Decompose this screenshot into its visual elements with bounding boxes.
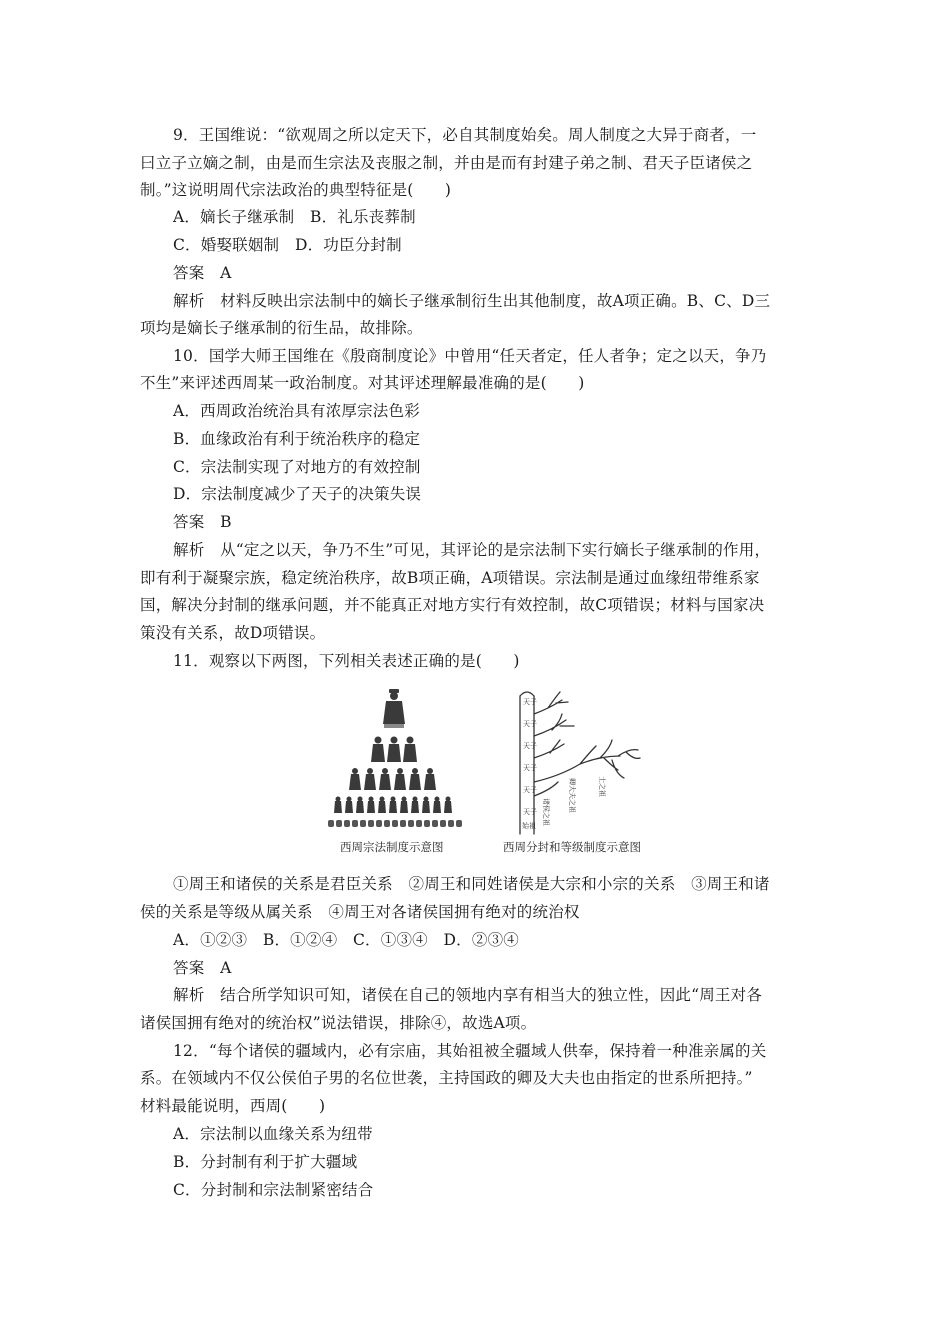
q10-analysis-line-1: 解析 从“定之以天，争乃不生”可见，其评论的是宗法制下实行嫡长子继承制的作用，: [173, 541, 771, 559]
fenfeng-tree-diagram: [500, 686, 670, 836]
q9-analysis-line-1: 解析 材料反映出宗法制中的嫡长子继承制衍生出其他制度，故A项正确。B、C、D三: [173, 292, 771, 310]
tree-label-qingdafu: 卿大夫之祖: [568, 778, 576, 813]
q9-stem-line-2: 曰立子立嫡之制，由是而生宗法及丧服之制，并由是而有封建子弟之制、君天子臣诸侯之: [140, 154, 753, 172]
q9-options-ab: A．嫡长子继承制 B．礼乐丧葬制: [173, 208, 416, 226]
q10-option-a: A．西周政治统治具有浓厚宗法色彩: [173, 402, 420, 420]
q10-stem-line-1: 10．国学大师王国维在《殷商制度论》中曾用“任天者定，任人者争；定之以天，争乃: [173, 347, 767, 365]
pyramid-level-zhuhou: [371, 737, 417, 763]
tree-label-tianzi-6: 天子: [523, 808, 537, 816]
q11-analysis-line-2: 诸侯国拥有绝对的统治权”说法错误，排除④，故选A项。: [140, 1014, 537, 1032]
q9-analysis-line-2: 项均是嫡长子继承制的衍生品，故排除。: [140, 319, 423, 337]
q9-answer: 答案 A: [173, 264, 232, 282]
q11-statements-line-1: ①周王和诸侯的关系是君臣关系 ②周王和同姓诸侯是大宗和小宗的关系 ③周王和诸: [173, 875, 770, 893]
q12-option-c: C．分封制和宗法制紧密结合: [173, 1181, 374, 1199]
pyramid-level-commoners: [328, 820, 462, 827]
q11-answer: 答案 A: [173, 959, 232, 977]
q12-stem-line-2: 系。在领域内不仅公侯伯子男的名位世袭，主持国政的卿及大夫也由指定的世系所把持。”: [140, 1069, 753, 1087]
q11-stem: 11．观察以下两图，下列相关表述正确的是( ): [173, 652, 520, 670]
tree-caption: 西周分封和等级制度示意图: [503, 840, 641, 854]
tree-label-shizu: 始祖: [522, 822, 536, 830]
tree-label-tianzi-2: 天子: [523, 720, 537, 728]
q12-option-a: A．宗法制以血缘关系为纽带: [173, 1125, 373, 1143]
q10-option-d: D．宗法制度减少了天子的决策失误: [173, 485, 422, 503]
tree-label-shi: 士之祖: [598, 776, 606, 797]
tree-label-tianzi-5: 天子: [523, 786, 537, 794]
zongfa-pyramid-diagram: [320, 686, 470, 831]
q12-stem-line-1: 12．“每个诸侯的疆域内，必有宗庙，其始祖被全疆域人供奉，保持着一种准亲属的关: [173, 1042, 767, 1060]
tree-label-zhuhou: 诸侯之祖: [542, 798, 550, 826]
pyramid-level-qingdafu: [349, 768, 436, 790]
q9-stem-line-3: 制。”这说明周代宗法政治的典型特征是( ): [140, 181, 452, 199]
q10-answer: 答案 B: [173, 513, 232, 531]
q10-analysis-line-4: 策没有关系，故D项错误。: [140, 624, 326, 642]
q11-options: A．①②③ B．①②④ C．①③④ D．②③④: [173, 931, 519, 949]
pyramid-caption: 西周宗法制度示意图: [340, 840, 444, 854]
q10-analysis-line-3: 国，解决分封制的继承问题，并不能真正对地方实行有效控制，故C项错误；材料与国家决: [140, 596, 765, 614]
tree-label-tianzi-4: 天子: [523, 764, 537, 772]
pyramid-level-shi: [334, 797, 452, 814]
q10-analysis-line-2: 即有利于凝聚宗族，稳定统治秩序，故B项正确，A项错误。宗法制是通过血缘纽带维系家: [140, 569, 760, 587]
q10-option-c: C．宗法制实现了对地方的有效控制: [173, 458, 421, 476]
q10-stem-line-2: 不生”来评述西周某一政治制度。对其评述理解最准确的是( ): [140, 374, 585, 392]
q11-analysis-line-1: 解析 结合所学知识可知，诸侯在自己的领地内享有相当大的独立性，因此“周王对各: [173, 986, 763, 1004]
tree-label-tianzi-3: 天子: [523, 742, 537, 750]
q11-figure: [320, 686, 670, 856]
q10-option-b: B．血缘政治有利于统治秩序的稳定: [173, 430, 421, 448]
q12-stem-line-3: 材料最能说明，西周( ): [140, 1097, 326, 1115]
q12-option-b: B．分封制有利于扩大疆域: [173, 1153, 358, 1171]
q9-options-cd: C．婚娶联姻制 D．功臣分封制: [173, 236, 402, 254]
tree-label-tianzi-1: 天子: [523, 698, 537, 706]
q11-statements-line-2: 侯的关系是等级从属关系 ④周王对各诸侯国拥有绝对的统治权: [140, 903, 580, 921]
q9-stem-line-1: 9．王国维说：“欲观周之所以定天下，必自其制度始矣。周人制度之大异于商者，一: [173, 126, 757, 144]
pyramid-level-tianzi: [383, 689, 405, 728]
